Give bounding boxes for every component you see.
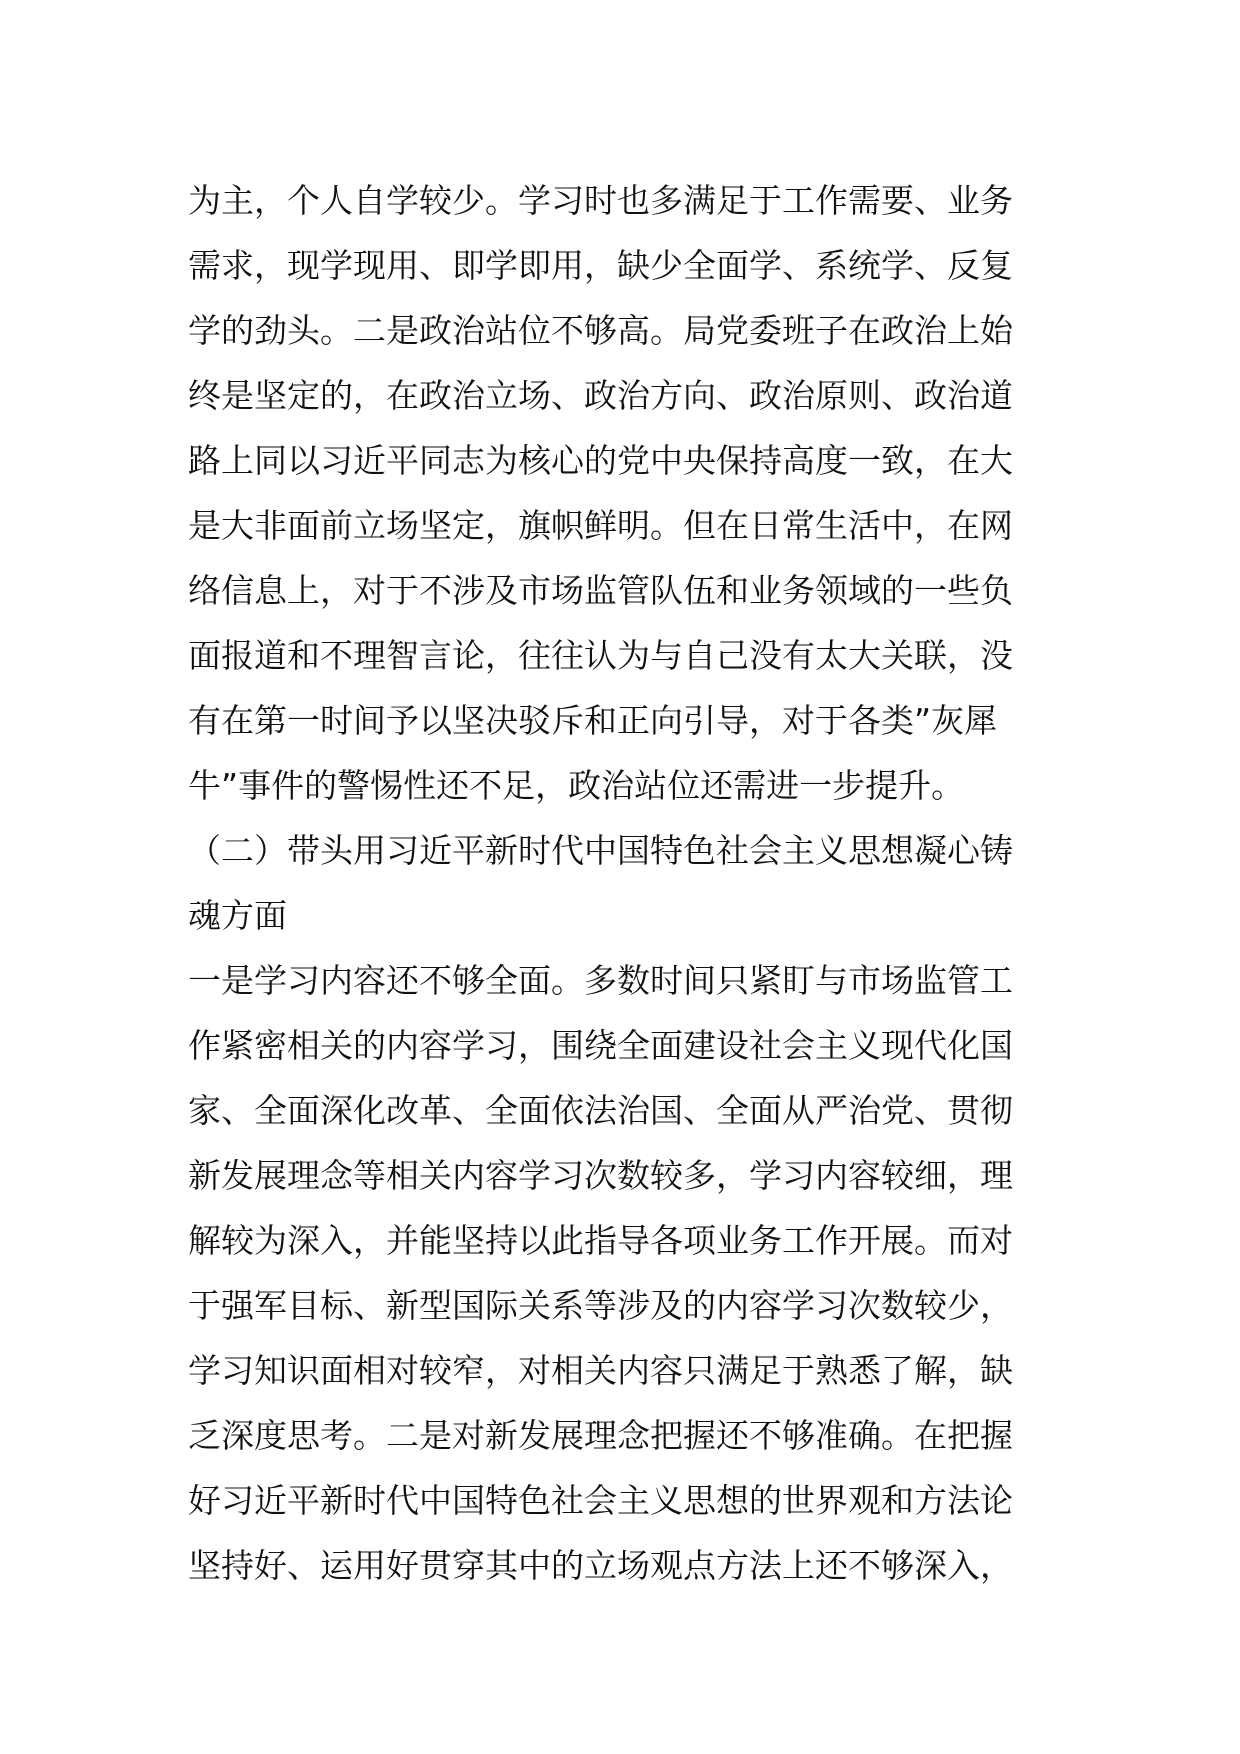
text-line: 是大非面前立场坚定，旗帜鲜明。但在日常生活中，在网 <box>188 506 1013 545</box>
text-line: 学习知识面相对较窄，对相关内容只满足于熟悉了解，缺 <box>188 1351 1013 1390</box>
text-line: 为主，个人自学较少。学习时也多满足于工作需要、业务 <box>188 181 1013 220</box>
text-line: 学的劲头。二是政治站位不够高。局党委班子在政治上始 <box>188 311 1013 350</box>
text-line: 络信息上，对于不涉及市场监管队伍和业务领域的一些负 <box>188 571 1013 610</box>
text-line: 于强军目标、新型国际关系等涉及的内容学习次数较少， <box>188 1286 1013 1325</box>
section-heading-line: 魂方面 <box>188 896 287 935</box>
text-line: 好习近平新时代中国特色社会主义思想的世界观和方法论 <box>188 1481 1013 1520</box>
text-line: 作紧密相关的内容学习，围绕全面建设社会主义现代化国 <box>188 1026 1013 1065</box>
text-line: 路上同以习近平同志为核心的党中央保持高度一致，在大 <box>188 441 1013 480</box>
text-line: 有在第一时间予以坚决驳斥和正向引导，对于各类”灰犀 <box>188 701 998 740</box>
text-line: 一是学习内容还不够全面。多数时间只紧盯与市场监管工 <box>188 961 1013 1000</box>
text-line: 需求，现学现用、即学即用，缺少全面学、系统学、反复 <box>188 246 1013 285</box>
text-line: 坚持好、运用好贯穿其中的立场观点方法上还不够深入， <box>188 1546 1013 1585</box>
text-line: 面报道和不理智言论，往往认为与自己没有太大关联，没 <box>188 636 1013 675</box>
text-line: 乏深度思考。二是对新发展理念把握还不够准确。在把握 <box>188 1416 1013 1455</box>
text-line: 新发展理念等相关内容学习次数较多，学习内容较细，理 <box>188 1156 1013 1195</box>
section-heading-line: （二）带头用习近平新时代中国特色社会主义思想凝心铸 <box>188 831 1013 870</box>
text-line: 牛”事件的警惕性还不足，政治站位还需进一步提升。 <box>188 766 965 805</box>
body-text <box>188 168 1068 1598</box>
text-line: 终是坚定的，在政治立场、政治方向、政治原则、政治道 <box>188 376 1013 415</box>
text-line: 家、全面深化改革、全面依法治国、全面从严治党、贯彻 <box>188 1091 1013 1130</box>
text-line: 解较为深入，并能坚持以此指导各项业务工作开展。而对 <box>188 1221 1013 1260</box>
